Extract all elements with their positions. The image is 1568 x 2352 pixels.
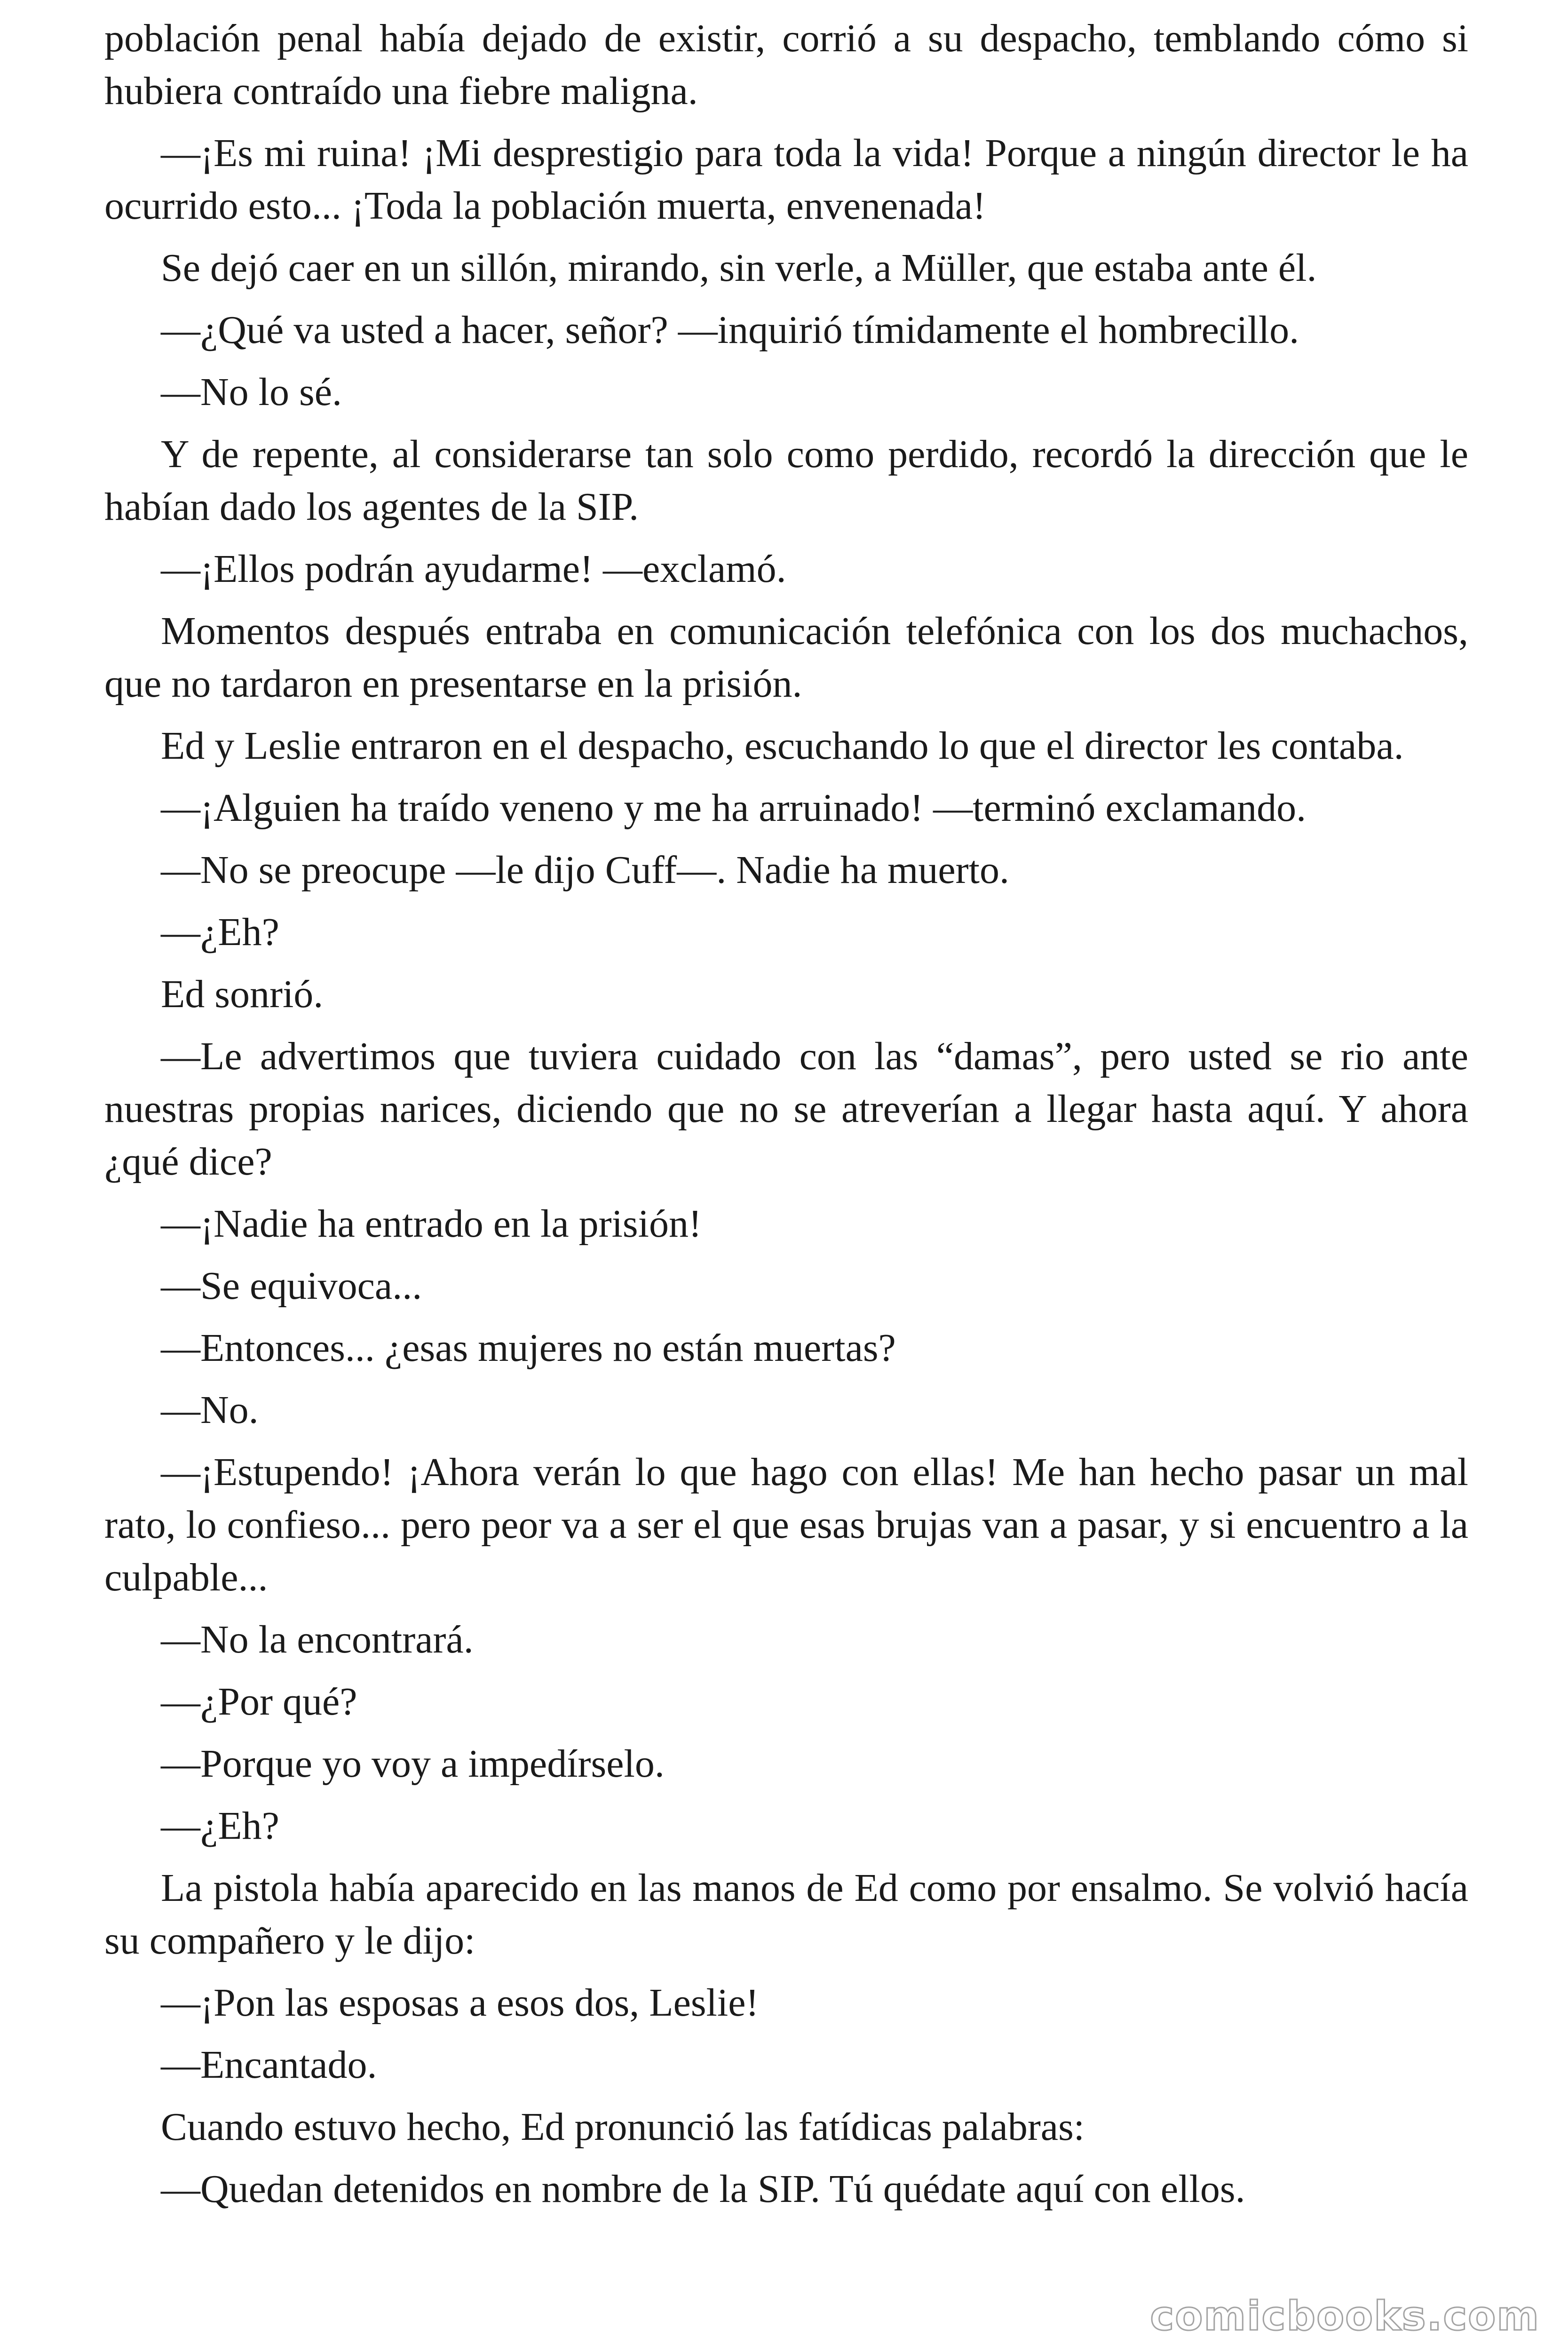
paragraph: Y de repente, al considerarse tan solo como perdido, recordó la dirección que le habían dado los agentes de la SIP.: [104, 432, 1468, 529]
paragraph: Ed sonrió.: [161, 972, 324, 1016]
paragraph: —¿Eh?: [161, 1804, 279, 1848]
paragraph: —¡Pon las esposas a esos dos, Leslie!: [161, 1981, 759, 2025]
paragraph: —Entonces... ¿esas mujeres no están muertas?: [161, 1326, 896, 1370]
paragraph: —No la encontrará.: [161, 1618, 474, 1661]
paragraph: —Encantado.: [161, 2043, 377, 2087]
paragraph: —No se preocupe —le dijo Cuff—. Nadie ha muerto.: [161, 848, 1009, 892]
body-text: [104, 12, 1468, 2225]
watermark-logo: comicbooks.com: [1150, 2293, 1540, 2340]
paragraph: —¡Ellos podrán ayudarme! —exclamó.: [161, 547, 786, 591]
paragraph: —¿Eh?: [161, 910, 279, 954]
paragraph: —Porque yo voy a impedírselo.: [161, 1742, 665, 1786]
paragraph: población penal había dejado de existir, corrió a su despacho, temblando cómo si hubiera contraído una fiebre maligna.: [104, 16, 1468, 113]
paragraph: —Quedan detenidos en nombre de la SIP. Tú quédate aquí con ellos.: [161, 2167, 1245, 2211]
paragraph: —¡Estupendo! ¡Ahora verán lo que hago con ellas! Me han hecho pasar un mal rato, lo confieso... pero peor va a ser el que esas brujas van a pasar, y si encuentro a la culpable...: [104, 1450, 1468, 1599]
paragraph: —¿Qué va usted a hacer, señor? —inquirió tímidamente el hombrecillo.: [161, 308, 1299, 352]
paragraph: Cuando estuvo hecho, Ed pronunció las fatídicas palabras:: [161, 2105, 1085, 2149]
paragraph: —No lo sé.: [161, 370, 342, 414]
paragraph: —No.: [161, 1388, 259, 1432]
paragraph: Se dejó caer en un sillón, mirando, sin verle, a Müller, que estaba ante él.: [161, 246, 1317, 290]
paragraph: Ed y Leslie entraron en el despacho, escuchando lo que el director les contaba.: [161, 724, 1404, 768]
paragraph: La pistola había aparecido en las manos de Ed como por ensalmo. Se volvió hacía su compañero y le dijo:: [104, 1866, 1468, 1963]
paragraph: —Se equivoca...: [161, 1264, 422, 1308]
paragraph: —¡Nadie ha entrado en la prisión!: [161, 1202, 702, 1246]
paragraph: —¡Es mi ruina! ¡Mi desprestigio para toda la vida! Porque a ningún director le ha ocurrido esto... ¡Toda la población muerta, envenenada!: [104, 131, 1468, 228]
paragraph: Momentos después entraba en comunicación telefónica con los dos muchachos, que no tardaron en presentarse en la prisión.: [104, 609, 1468, 706]
paragraph: —¡Alguien ha traído veneno y me ha arruinado! —terminó exclamando.: [161, 786, 1307, 830]
paragraph: —Le advertimos que tuviera cuidado con las “damas”, pero usted se rio ante nuestras propias narices, diciendo que no se atreverían a llegar hasta aquí. Y ahora ¿qué dice?: [104, 1034, 1468, 1184]
paragraph: —¿Por qué?: [161, 1680, 357, 1724]
